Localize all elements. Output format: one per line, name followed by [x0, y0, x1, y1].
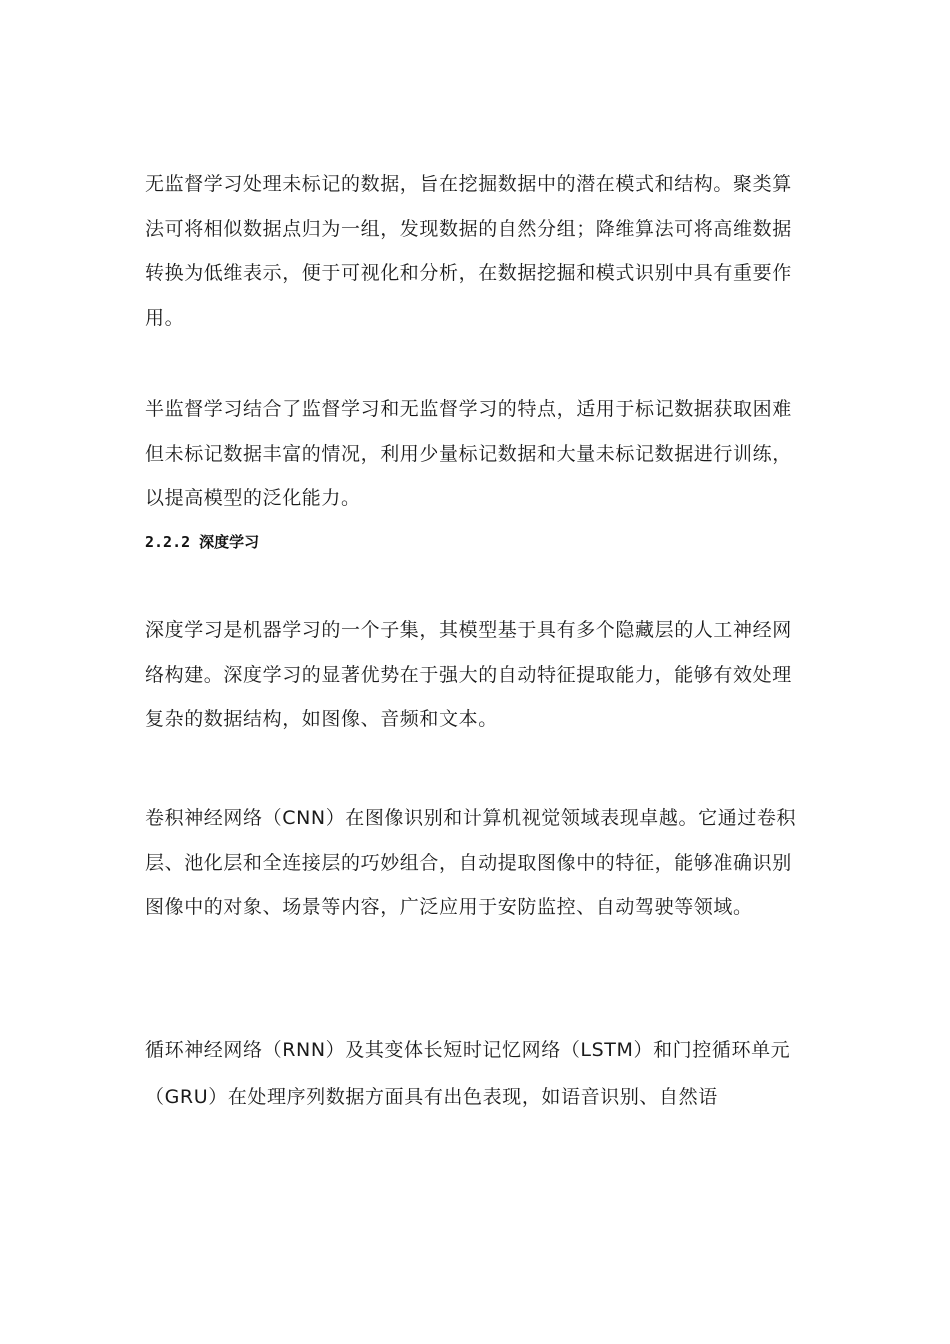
paragraph-unsupervised-learning: 无监督学习处理未标记的数据，旨在挖掘数据中的潜在模式和结构。聚类算法可将相似数据点归为一组，发现数据的自然分组；降维算法可将高维数据转换为低维表示，便于可视化和分析，在数据挖掘和模式识别中具有重要作用。: [145, 173, 792, 329]
section-heading-deep-learning: 2.2.2 深度学习: [145, 533, 260, 551]
paragraph-cnn: 卷积神经网络（CNN）在图像识别和计算机视觉领域表现卓越。它通过卷积层、池化层和全连接层的巧妙组合，自动提取图像中的特征，能够准确识别图像中的对象、场景等内容，广泛应用于安防监控、自动驾驶等领域。: [145, 807, 797, 918]
paragraph-rnn: 循环神经网络（RNN）及其变体长短时记忆网络（LSTM）和门控循环单元（GRU）在处理序列数据方面具有出色表现，如语音识别、自然语: [145, 1039, 791, 1108]
paragraph-semi-supervised-learning: 半监督学习结合了监督学习和无监督学习的特点，适用于标记数据获取困难但未标记数据丰富的情况，利用少量标记数据和大量未标记数据进行训练，以提高模型的泛化能力。: [145, 398, 792, 509]
paragraph-deep-learning-intro: 深度学习是机器学习的一个子集，其模型基于具有多个隐藏层的人工神经网络构建。深度学习的显著优势在于强大的自动特征提取能力，能够有效处理复杂的数据结构，如图像、音频和文本。: [145, 619, 792, 730]
